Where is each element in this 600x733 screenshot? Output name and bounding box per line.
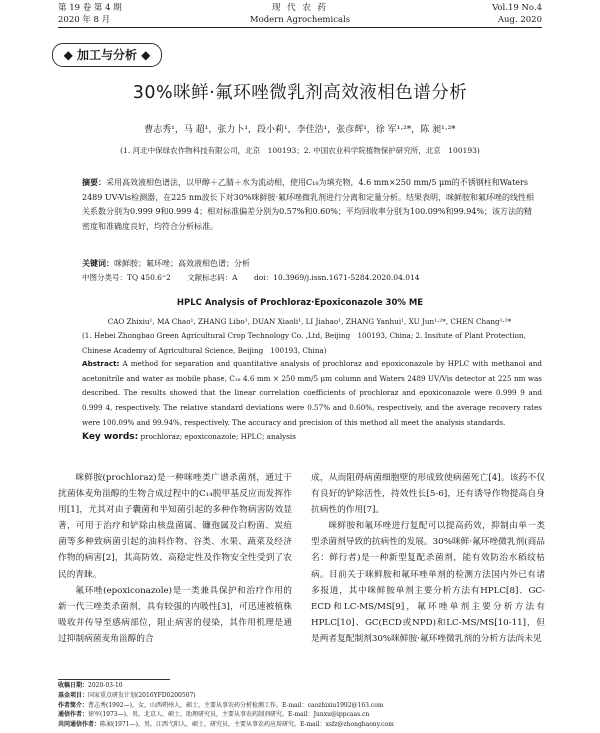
footnote-corresponding (58, 710, 548, 720)
abstract-text: 采用高效液相色谱法，以甲醇＋乙腈＋水为流动相，使用C₁₈为填充物，4.6 mm×250 mm/5 μm的不锈钢柱和Waters 2489 UV-Vis检测器，在225 nm波长下对30%咪鲜胺·氟环唑微乳剂进行分离和定量分析。结果表明，咪鲜胺和氟环唑的线性相关系数分别为0.999 9和0.999 4；相对标准偏差分别为0.57%和0.60%；平均回收率分别为100.09%和99.94%；该方法的精密度和准确度良好，均符合分析标准。 (82, 178, 534, 231)
english-affiliation: (1. Hebei Zhongbao Green Agricultural Crop Technology Co. ,Ltd, Beijing 100193, China; 2. Insitute of Plant Protection, Chinese Academy of Agricultural Science, Beijing 100193, China) (82, 331, 526, 355)
footnote-text: 2020-03-10 (88, 682, 123, 689)
section-tag: ◆ 加工与分析 ◆ (52, 43, 162, 67)
header-date-cn: 2020 年 8 月 (58, 15, 111, 25)
header-journal-cn: 现 代 农 药 (271, 3, 329, 13)
footnote-text: 陈昶(1971—)，男，江西弋阳人，硕士，研究员，主要从事农药应用研究。E-mail：xsfz@zhongbaony.com (100, 721, 394, 729)
running-header (58, 2, 542, 28)
footnote-label: 收稿日期： (58, 682, 89, 689)
clc-number: 中图分类号：TQ 450.6⁺2 (82, 273, 171, 282)
body-column-right (311, 470, 545, 647)
header-volume-number: Vol.19 No.4 (492, 3, 542, 13)
english-keywords (82, 432, 537, 442)
keywords-text: 咪鲜胺；氟环唑；高效液相色谱；分析 (114, 259, 250, 268)
english-keywords-text: prochloraz; epoxiconazole; HPLC; analysis (138, 432, 296, 441)
english-keywords-label: Key words: (82, 432, 139, 442)
english-abstract (82, 357, 542, 431)
header-journal (58, 2, 542, 26)
doi: doi：10.3969/j.issn.1671-5284.2020.04.014 (253, 273, 420, 282)
abstract-label: 摘要： (82, 178, 106, 187)
body-paragraph: 氟环唑(epoxiconazole)是一类兼具保护和治疗作用的新一代三唑类杀菌剂，具有较强的内吸性[3]，可迅速被植株吸收并传导至感病部位，阻止病害的侵染，其作用机理是通过抑制病菌麦角甾醇的合 (58, 585, 292, 644)
document-code: 文献标志码：A (187, 273, 238, 282)
classification-line (82, 272, 537, 283)
footnote-label: 作者简介： (58, 701, 89, 709)
english-title: HPLC Analysis of Prochloraz·Epoxiconazole 30% ME (176, 298, 424, 308)
affiliation: (1. 河北中保绿农作物科技有限公司，北京 100193；2. 中国农业科学院植物保护研究所，北京 100193) (120, 146, 480, 155)
footnote-text: 徐军(1973—)，男，北京人，硕士，助理研究员，主要从事农药制剂研究。E-mail：Junxu@ippcaas.cn (88, 711, 370, 719)
keywords-cn (82, 258, 537, 269)
abstract-cn (82, 176, 537, 234)
footnote-received (58, 681, 548, 691)
footnote-funding (58, 691, 548, 701)
body-paragraph: 咪鲜胺和氟环唑进行复配可以提高药效，抑制由单一类型杀菌剂导致的抗病性的发展。30%咪鲜·氟环唑微乳剂(商品名：鲜行者)是一种新型复配杀菌剂，能有效防治水稻纹枯病。目前关于咪鲜胺和氟环唑单剂的检测方法国内外已有诸多报道，其中咪鲜胺单剂主要分析方法有HPLC[8]、GC-ECD和LC-MS/MS[9]，氟环唑单剂主要分析方法有HPLC[10]、GC(ECD或NPD)和LC-MS/MS[10-11]，但是两者复配制剂30%咪鲜胺·氟环唑微乳剂的分析方法尚未见 (311, 521, 545, 644)
footnotes (58, 681, 548, 730)
footnote-author-bio (58, 701, 548, 711)
footnote-label: 通信作者： (58, 711, 89, 719)
footnote-text: 国家重点研发计划(2016YFD0200507) (88, 691, 196, 699)
english-abstract-label: Abstract: (82, 359, 120, 368)
body-paragraph: 成，从而阻碍病菌细胞壁的形成致使病菌死亡[4]。该药不仅有良好的铲除活性，持效性长[5-6]，还有诱导作物提高自身抗病性的作用[7]。 (311, 473, 545, 516)
header-journal-en: Modern Agrochemicals (249, 15, 351, 25)
body-column-left (58, 470, 292, 647)
keywords-label: 关键词： (82, 259, 114, 268)
header-date-en: Aug. 2020 (497, 15, 542, 25)
header-volume-cn: 第 19 卷 第 4 期 (58, 3, 122, 13)
footnote-co-corresponding (58, 720, 548, 730)
footnote-label: 共同通信作者： (58, 721, 101, 729)
footnote-rule (58, 679, 170, 680)
author-list: 曹志秀¹，马 超¹，张力卜¹，段小莉¹，李佳浩¹，张彦辉¹，徐 军¹·²*，陈 昶¹·²* (144, 125, 456, 135)
footnote-label: 基金项目： (58, 691, 89, 699)
header-volume-en (492, 2, 542, 26)
footnote-text: 曹志秀(1992—)，女，山西朔州人，硕士，主要从事农药分析检测工作。E-mail：caozhixiu1992@163.com (88, 701, 384, 709)
header-rule (58, 27, 542, 28)
english-abstract-text: A method for separation and quantitative analysis of prochloraz and epoxiconazole by HPLC with methanol and acetonitrile and water as mobile phase, C₁₈ 4.6 mm × 250 mm/5 μm column and Waters 2489 UV/Vis detector at 225 nm was described. The results showed that the linear correlation coefficients of prochloraz and epoxiconazole were 0.999 9 and 0.999 4, respectively. The relative standard deviations were 0.57% and 0.60%, respectively, and the average recovery rates were 100.09% and 99.94%, respectively. The accuracy and precision of this method all meet the analysis standards. (82, 359, 542, 427)
english-authors: CAO Zhixiu¹, MA Chao¹, ZHANG Libo¹, DUAN Xiaoli¹, LI Jiahao¹, ZHANG Yanhui¹, XU Jun¹·²*, CHEN Chang¹·²* (107, 317, 512, 326)
body-paragraph: 咪鲜胺(prochloraz)是一种咪唑类广谱杀菌剂，通过干扰菌体麦角甾醇的生物合成过程中的C₁₄脱甲基反应而发挥作用[1]，尤其对由子囊菌和半知菌引起的多种作物病害防效显著，可用于治疗和铲除由核盘菌属、镰孢属及白粉菌、炭疽菌等多种致病菌引起的油料作物、谷类、水果、蔬菜及经济作物的病害[2]，其高防效、高稳定性及作物安全性受到了农民的青睐。 (58, 473, 292, 580)
article-title: 30%咪鲜·氟环唑微乳剂高效液相色谱分析 (132, 83, 468, 103)
